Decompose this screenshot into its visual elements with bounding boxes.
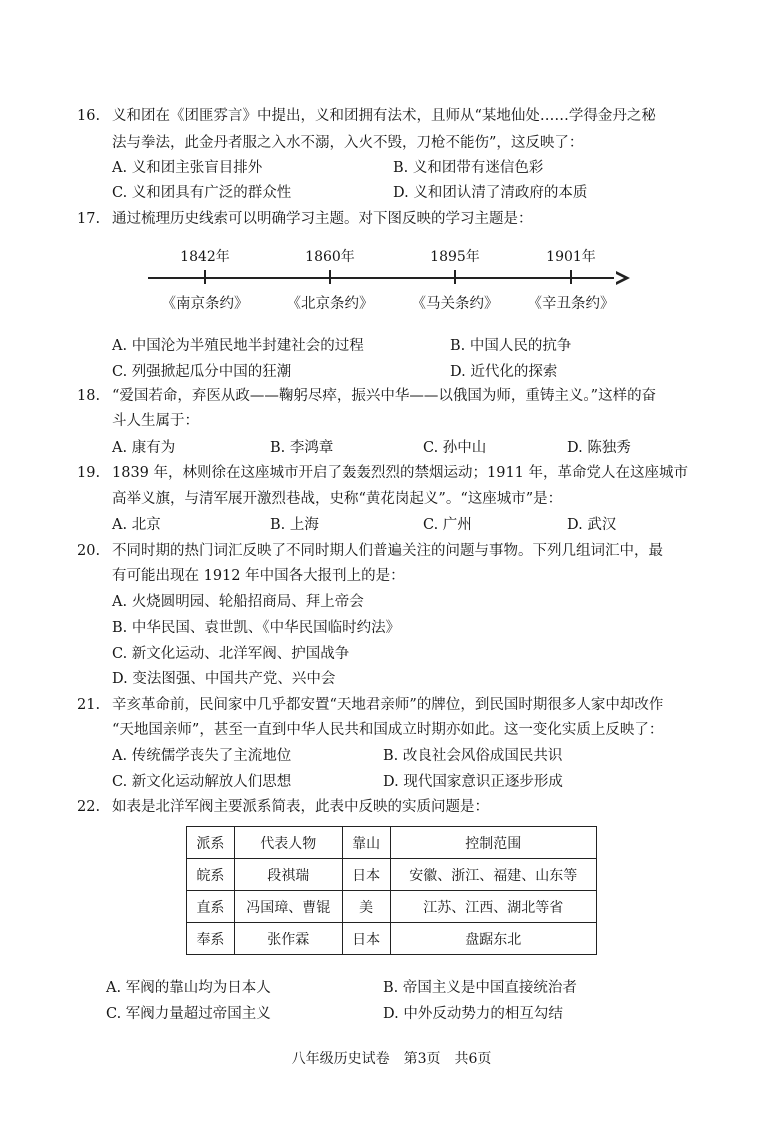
question-18-text-line2: 斗人生属于： <box>112 413 199 429</box>
question-22-text: 如表是北洋军阀主要派系简表，此表中反映的实质问题是： <box>112 799 489 815</box>
question-21-option-c[interactable]: C. 新文化运动解放人们思想 <box>112 774 292 790</box>
table-row <box>187 891 597 923</box>
question-22-number: 22. <box>77 799 101 815</box>
timeline-year-1842: 1842年 <box>180 249 230 265</box>
question-18-text-line1: “爱国若命，弃医从政——鞠躬尽瘁，振兴中华——以俄国为师，重铸主义。”这样的奋 <box>112 388 657 404</box>
question-21-text-line1: 辛亥革命前，民间家中几乎都安置“天地君亲师”的牌位，到民国时期很多人家中却改作 <box>112 697 664 713</box>
timeline-axis <box>148 277 624 279</box>
table-row <box>187 859 597 891</box>
timeline-tick-1842 <box>204 270 206 284</box>
question-18-option-a[interactable]: A. 康有为 <box>112 440 176 456</box>
table-cell: 安徽、浙江、福建、山东等 <box>390 859 596 891</box>
question-17-option-c[interactable]: C. 列强掀起瓜分中国的狂潮 <box>112 364 292 380</box>
table-header-cell: 派系 <box>187 827 235 859</box>
table-cell: 段祺瑞 <box>234 859 342 891</box>
table-header-cell: 靠山 <box>342 827 390 859</box>
question-16-option-c[interactable]: C. 义和团具有广泛的群众性 <box>112 185 292 201</box>
question-19-option-c[interactable]: C. 广州 <box>423 517 472 533</box>
question-18-option-d[interactable]: D. 陈独秀 <box>567 440 631 456</box>
question-18-option-c[interactable]: C. 孙中山 <box>423 440 487 456</box>
question-17-option-a[interactable]: A. 中国沦为半殖民地半封建社会的过程 <box>112 338 364 354</box>
timeline-year-1895: 1895年 <box>430 249 480 265</box>
question-19-option-d[interactable]: D. 武汉 <box>567 517 617 533</box>
treaty-timeline <box>148 246 638 316</box>
question-16-option-b[interactable]: B. 义和团带有迷信色彩 <box>393 160 544 176</box>
question-21-number: 21. <box>77 697 101 713</box>
question-19-option-b[interactable]: B. 上海 <box>270 517 319 533</box>
question-20-option-d[interactable]: D. 变法图强、中国共产党、兴中会 <box>112 671 336 687</box>
page-footer: 八年级历史试卷 第3页 共6页 <box>291 1051 492 1067</box>
question-18-option-b[interactable]: B. 李鸿章 <box>270 440 334 456</box>
question-21-option-d[interactable]: D. 现代国家意识正逐步形成 <box>383 774 563 790</box>
question-19-text-line1: 1839 年，林则徐在这座城市开启了轰轰烈烈的禁烟运动；1911 年，革命党人在这座城市 <box>112 465 689 481</box>
question-19-option-a[interactable]: A. 北京 <box>112 517 161 533</box>
question-22-option-a[interactable]: A. 军阀的靠山均为日本人 <box>106 980 271 996</box>
table-cell: 冯国璋、曹锟 <box>234 891 342 923</box>
timeline-tick-1895 <box>454 270 456 284</box>
table-header-row <box>187 827 597 859</box>
question-22-option-d[interactable]: D. 中外反动势力的相互勾结 <box>383 1006 563 1022</box>
timeline-year-1860: 1860年 <box>305 249 355 265</box>
question-17-text: 通过梳理历史线索可以明确学习主题。对下图反映的学习主题是： <box>112 211 533 227</box>
timeline-tick-1901 <box>570 270 572 284</box>
question-21-option-a[interactable]: A. 传统儒学丧失了主流地位 <box>112 748 292 764</box>
question-16-text-line2: 法与拳法，此金丹者服之入水不溺，入火不毁，刀枪不能伤”，这反映了： <box>112 135 584 151</box>
table-cell: 江苏、江西、湖北等省 <box>390 891 596 923</box>
question-21-text-line2: “天地国亲师”，甚至一直到中华人民共和国成立时期亦如此。这一变化实质上反映了： <box>112 722 664 738</box>
table-header-cell: 控制范围 <box>390 827 596 859</box>
question-20-text-line2: 有可能出现在 1912 年中国各大报刊上的是： <box>112 568 405 584</box>
table-cell: 直系 <box>187 891 235 923</box>
table-header-cell: 代表人物 <box>234 827 342 859</box>
question-22-option-c[interactable]: C. 军阀力量超过帝国主义 <box>106 1006 271 1022</box>
timeline-event-xinchou: 《辛丑条约》 <box>527 296 615 312</box>
question-19-number: 19. <box>77 465 101 481</box>
table-cell: 盘踞东北 <box>390 923 596 955</box>
question-20-text-line1: 不同时期的热门词汇反映了不同时期人们普遍关注的问题与事物。下列几组词汇中，最 <box>112 543 663 559</box>
question-22-option-b[interactable]: B. 帝国主义是中国直接统治者 <box>383 980 577 996</box>
table-cell: 奉系 <box>187 923 235 955</box>
question-16-option-d[interactable]: D. 义和团认清了清政府的本质 <box>393 185 588 201</box>
question-18-number: 18. <box>77 388 101 404</box>
table-cell: 张作霖 <box>234 923 342 955</box>
timeline-event-nanjing: 《南京条约》 <box>161 296 249 312</box>
question-17-number: 17. <box>77 211 101 227</box>
timeline-tick-1860 <box>329 270 331 284</box>
timeline-event-beijing: 《北京条约》 <box>286 296 374 312</box>
table-cell: 日本 <box>342 859 390 891</box>
question-16-number: 16. <box>77 108 101 124</box>
question-16-option-a[interactable]: A. 义和团主张盲目排外 <box>112 160 263 176</box>
question-20-number: 20. <box>77 543 101 559</box>
question-17-option-b[interactable]: B. 中国人民的抗争 <box>450 338 572 354</box>
warlord-factions-table <box>186 826 597 955</box>
question-20-option-b[interactable]: B. 中华民国、袁世凯、《中华民国临时约法》 <box>112 620 401 636</box>
question-20-option-c[interactable]: C. 新文化运动、北洋军阀、护国战争 <box>112 646 350 662</box>
question-20-option-a[interactable]: A. 火烧圆明园、轮船招商局、拜上帝会 <box>112 594 364 610</box>
table-cell: 皖系 <box>187 859 235 891</box>
timeline-year-1901: 1901年 <box>546 249 596 265</box>
table-row <box>187 923 597 955</box>
timeline-event-maguan: 《马关条约》 <box>411 296 499 312</box>
table-cell: 日本 <box>342 923 390 955</box>
question-21-option-b[interactable]: B. 改良社会风俗成国民共识 <box>383 748 563 764</box>
question-17-option-d[interactable]: D. 近代化的探索 <box>450 364 558 380</box>
question-19-text-line2: 高举义旗，与清军展开激烈巷战，史称“黄花岗起义”。“这座城市”是： <box>112 491 563 507</box>
question-16-text-line1: 义和团在《团匪雰言》中提出，义和团拥有法术，且师从“某地仙处……学得金丹之秘 <box>112 108 656 124</box>
table-cell: 美 <box>342 891 390 923</box>
